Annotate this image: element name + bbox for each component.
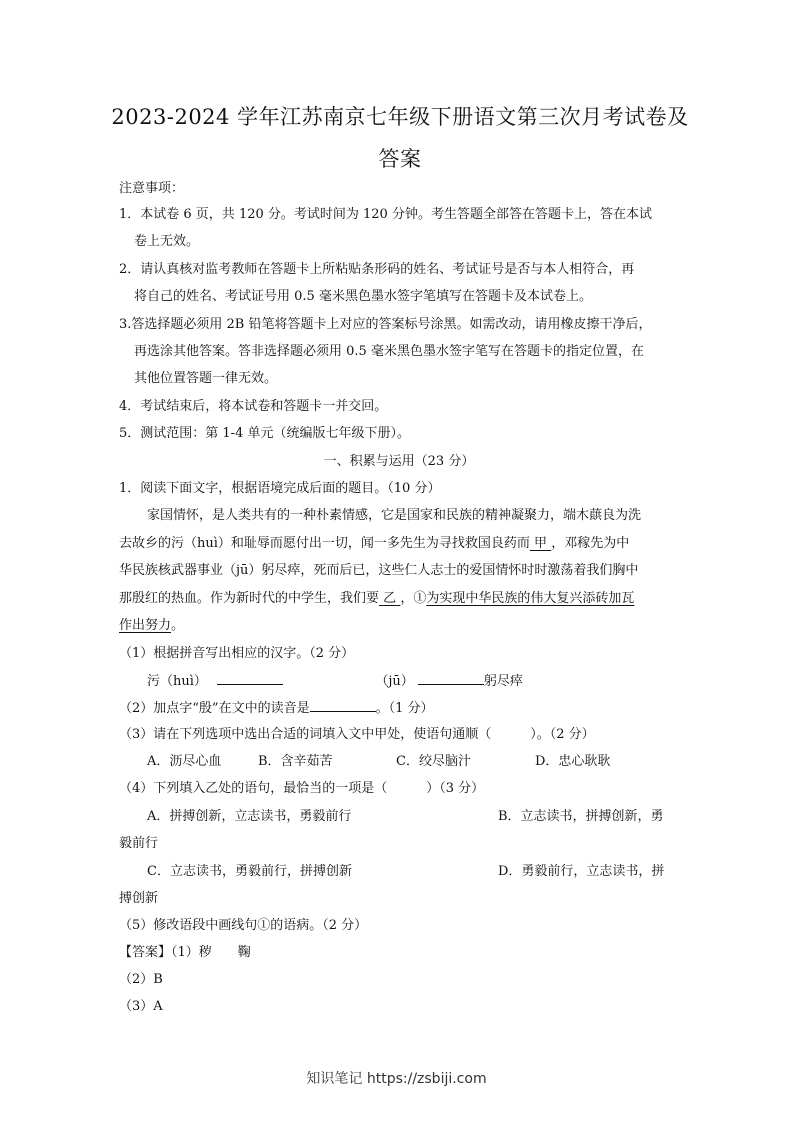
option-a: A．沥尽心血 [147,754,222,769]
blank-jia [530,536,551,551]
passage-text: 去故乡的污（huì）和耻辱而愿付出一切，闻一多先生为寻找救国良药而 [119,536,530,551]
answer-text: （1）秽 鞠 [171,945,251,960]
blank-yi-label: 乙 [383,591,397,606]
passage-line-5 [119,615,679,637]
passage-line-4 [119,588,679,610]
pinyin-hui: 污（huì） [147,674,207,689]
passage-line-2 [119,533,679,555]
note-line: 4．考试结束后，将本试卷和答题卡一并交回。 [119,399,388,414]
option-c: C．立志读书，勇毅前行，拼搏创新 [147,864,352,879]
blank-jia-label: 甲 [534,536,548,551]
passage-text: ，① [400,591,427,606]
passage-text: ，邓稼先为中 [551,536,630,551]
option-d: D．勇毅前行，立志读书，拼 [498,864,665,879]
pinyin-ju-tail: 躬尽瘁 [483,674,523,689]
sub-question-5: （5）修改语段中画线句①的语病。（2 分） [119,918,368,933]
option-c: C．绞尽脑汁 [396,754,471,769]
section-heading: 一、积累与运用（23 分） [323,454,475,469]
note-line: 卷上无效。 [134,234,200,249]
passage-line-1: 家国情怀，是人类共有的一种朴素情感，它是国家和民族的精神凝聚力，端木蕻良为洗 [147,508,642,523]
answer-blank[interactable] [217,670,283,685]
pinyin-ju: （jū） [375,674,414,689]
passage-text: 。 [171,618,185,633]
note-line: 其他位置答题一律无效。 [134,371,278,386]
sub-question-3: （3）请在下列选项中选出合适的词填入文中甲处，使语句通顺（ ）。（2 分） [119,727,595,742]
underlined-sentence: 作出努力 [119,618,172,633]
document-title-line-2: 答案 [378,147,422,171]
sub-question-2 [119,697,679,720]
notice-heading: 注意事项： [119,181,185,196]
sub-question-2-score: 。（1 分） [375,701,434,716]
passage-text: 那殷红的热血。作为新时代的中学生，我们要 [119,591,380,606]
option-b-wrap: 毅前行 [119,836,159,851]
note-line: 5．测试范围：第 1-4 单元（统编版七年级下册）。 [119,426,410,441]
document-title-line-1: 2023-2024 学年江苏南京七年级下册语文第三次月考试卷及 [111,105,689,129]
note-line: 1．本试卷 6 页，共 120 分。考试时间为 120 分钟。考生答题全部答在答题卡上，答在本试 [119,207,652,222]
answer-label: 【答案】 [119,945,172,960]
option-a: A．拼搏创新，立志读书，勇毅前行 [147,809,352,824]
note-line: 再选涂其他答案。答非选择题必须用 0.5 毫米黑色墨水签字笔写在答题卡的指定位置，在 [134,344,644,359]
answer-line-1 [119,942,679,964]
blank-yi [379,591,400,606]
note-line: 2．请认真核对监考教师在答题卡上所粘贴条形码的姓名、考试证号是否与本人相符合，再 [119,262,635,277]
question-1-stem: 1．阅读下面文字，根据语境完成后面的题目。（10 分） [119,481,441,496]
sub-question-1-blanks [147,670,707,693]
answer-line-3: （3）A [119,999,163,1014]
sub-question-2-text: （2）加点字“殷”在文中的读音是 [119,701,310,716]
passage-line-3: 华民族核武器事业（jū）躬尽瘁，死而后已，这些仁人志士的爱国情怀时时激荡着我们胸中 [119,563,639,578]
option-b: B．含辛茹苦 [258,754,333,769]
note-line: 将自己的姓名、考试证号用 0.5 毫米黑色墨水签字笔填写在答题卡及本试卷上。 [134,289,592,304]
answer-blank[interactable] [310,697,376,712]
note-line: 3.答选择题必须用 2B 铅笔将答题卡上对应的答案标号涂黑。如需改动，请用橡皮擦干净后， [119,317,652,332]
sub-question-4: （4）下列填入乙处的语句，最恰当的一项是（ ）（3 分） [119,781,485,796]
answer-line-2: （2）B [119,972,163,987]
answer-blank[interactable] [418,670,484,685]
option-d: D．忠心耿耿 [535,754,611,769]
site-watermark: 知识笔记 https://zsbiji.com [306,1071,487,1087]
underlined-sentence: 为实现中华民族的伟大复兴添砖加瓦 [426,591,635,606]
option-b: B．立志读书，拼搏创新，勇 [498,809,664,824]
option-d-wrap: 搏创新 [119,891,159,906]
sub-question-1: （1）根据拼音写出相应的汉字。（2 分） [119,646,355,661]
